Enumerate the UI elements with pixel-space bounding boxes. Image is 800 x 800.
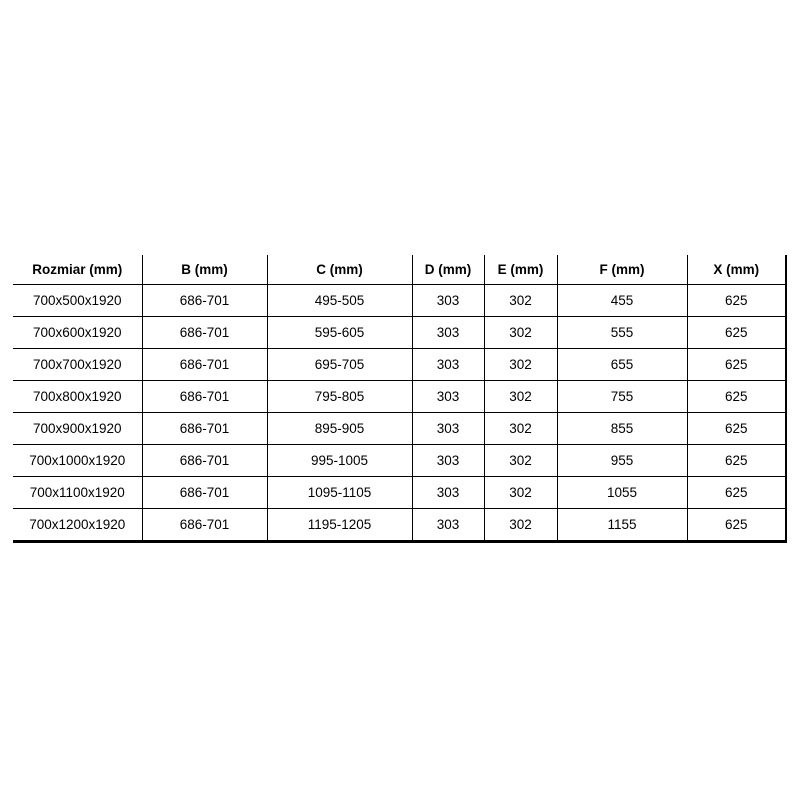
table-cell: 625 — [687, 509, 786, 542]
table-cell: 303 — [412, 285, 484, 317]
table-row — [13, 509, 786, 542]
table-cell: 655 — [557, 349, 687, 381]
table-cell: 303 — [412, 413, 484, 445]
table-body — [13, 285, 786, 542]
table-cell: 625 — [687, 381, 786, 413]
table-cell: 625 — [687, 285, 786, 317]
table-cell: 302 — [484, 285, 557, 317]
column-header: X (mm) — [687, 255, 786, 285]
header-row — [13, 255, 786, 285]
table-cell: 700x1200x1920 — [13, 509, 142, 542]
table-cell: 303 — [412, 445, 484, 477]
table-cell: 303 — [412, 381, 484, 413]
table-cell: 686-701 — [142, 381, 267, 413]
column-header: B (mm) — [142, 255, 267, 285]
table-cell: 302 — [484, 317, 557, 349]
table-cell: 303 — [412, 349, 484, 381]
table-cell: 625 — [687, 349, 786, 381]
table-row — [13, 285, 786, 317]
table-cell: 695-705 — [267, 349, 412, 381]
table-cell: 955 — [557, 445, 687, 477]
column-header: E (mm) — [484, 255, 557, 285]
table-cell: 625 — [687, 317, 786, 349]
table-cell: 855 — [557, 413, 687, 445]
table-cell: 303 — [412, 509, 484, 542]
table-cell: 302 — [484, 509, 557, 542]
table-cell: 795-805 — [267, 381, 412, 413]
table-cell: 686-701 — [142, 413, 267, 445]
table-cell: 995-1005 — [267, 445, 412, 477]
table-cell: 755 — [557, 381, 687, 413]
table-cell: 686-701 — [142, 509, 267, 542]
table-row — [13, 349, 786, 381]
table-cell: 302 — [484, 445, 557, 477]
table-cell: 1195-1205 — [267, 509, 412, 542]
table-cell: 686-701 — [142, 317, 267, 349]
size-spec-table — [13, 255, 787, 543]
table-cell: 1095-1105 — [267, 477, 412, 509]
table-cell: 700x1100x1920 — [13, 477, 142, 509]
table-cell: 1055 — [557, 477, 687, 509]
size-spec-table-container — [13, 255, 787, 543]
table-cell: 302 — [484, 413, 557, 445]
column-header: D (mm) — [412, 255, 484, 285]
table-cell: 625 — [687, 477, 786, 509]
table-row — [13, 381, 786, 413]
table-cell: 686-701 — [142, 477, 267, 509]
table-cell: 700x800x1920 — [13, 381, 142, 413]
table-row — [13, 317, 786, 349]
table-cell: 455 — [557, 285, 687, 317]
column-header: Rozmiar (mm) — [13, 255, 142, 285]
column-header: C (mm) — [267, 255, 412, 285]
table-cell: 700x500x1920 — [13, 285, 142, 317]
table-cell: 686-701 — [142, 445, 267, 477]
table-cell: 1155 — [557, 509, 687, 542]
table-cell: 595-605 — [267, 317, 412, 349]
table-cell: 686-701 — [142, 349, 267, 381]
table-row — [13, 413, 786, 445]
table-cell: 303 — [412, 477, 484, 509]
table-cell: 555 — [557, 317, 687, 349]
table-cell: 302 — [484, 349, 557, 381]
table-cell: 625 — [687, 413, 786, 445]
table-cell: 686-701 — [142, 285, 267, 317]
table-row — [13, 445, 786, 477]
table-cell: 495-505 — [267, 285, 412, 317]
table-cell: 302 — [484, 477, 557, 509]
table-cell: 303 — [412, 317, 484, 349]
table-cell: 700x900x1920 — [13, 413, 142, 445]
table-cell: 625 — [687, 445, 786, 477]
table-cell: 700x600x1920 — [13, 317, 142, 349]
table-cell: 700x700x1920 — [13, 349, 142, 381]
table-cell: 700x1000x1920 — [13, 445, 142, 477]
column-header: F (mm) — [557, 255, 687, 285]
table-cell: 302 — [484, 381, 557, 413]
table-cell: 895-905 — [267, 413, 412, 445]
table-row — [13, 477, 786, 509]
